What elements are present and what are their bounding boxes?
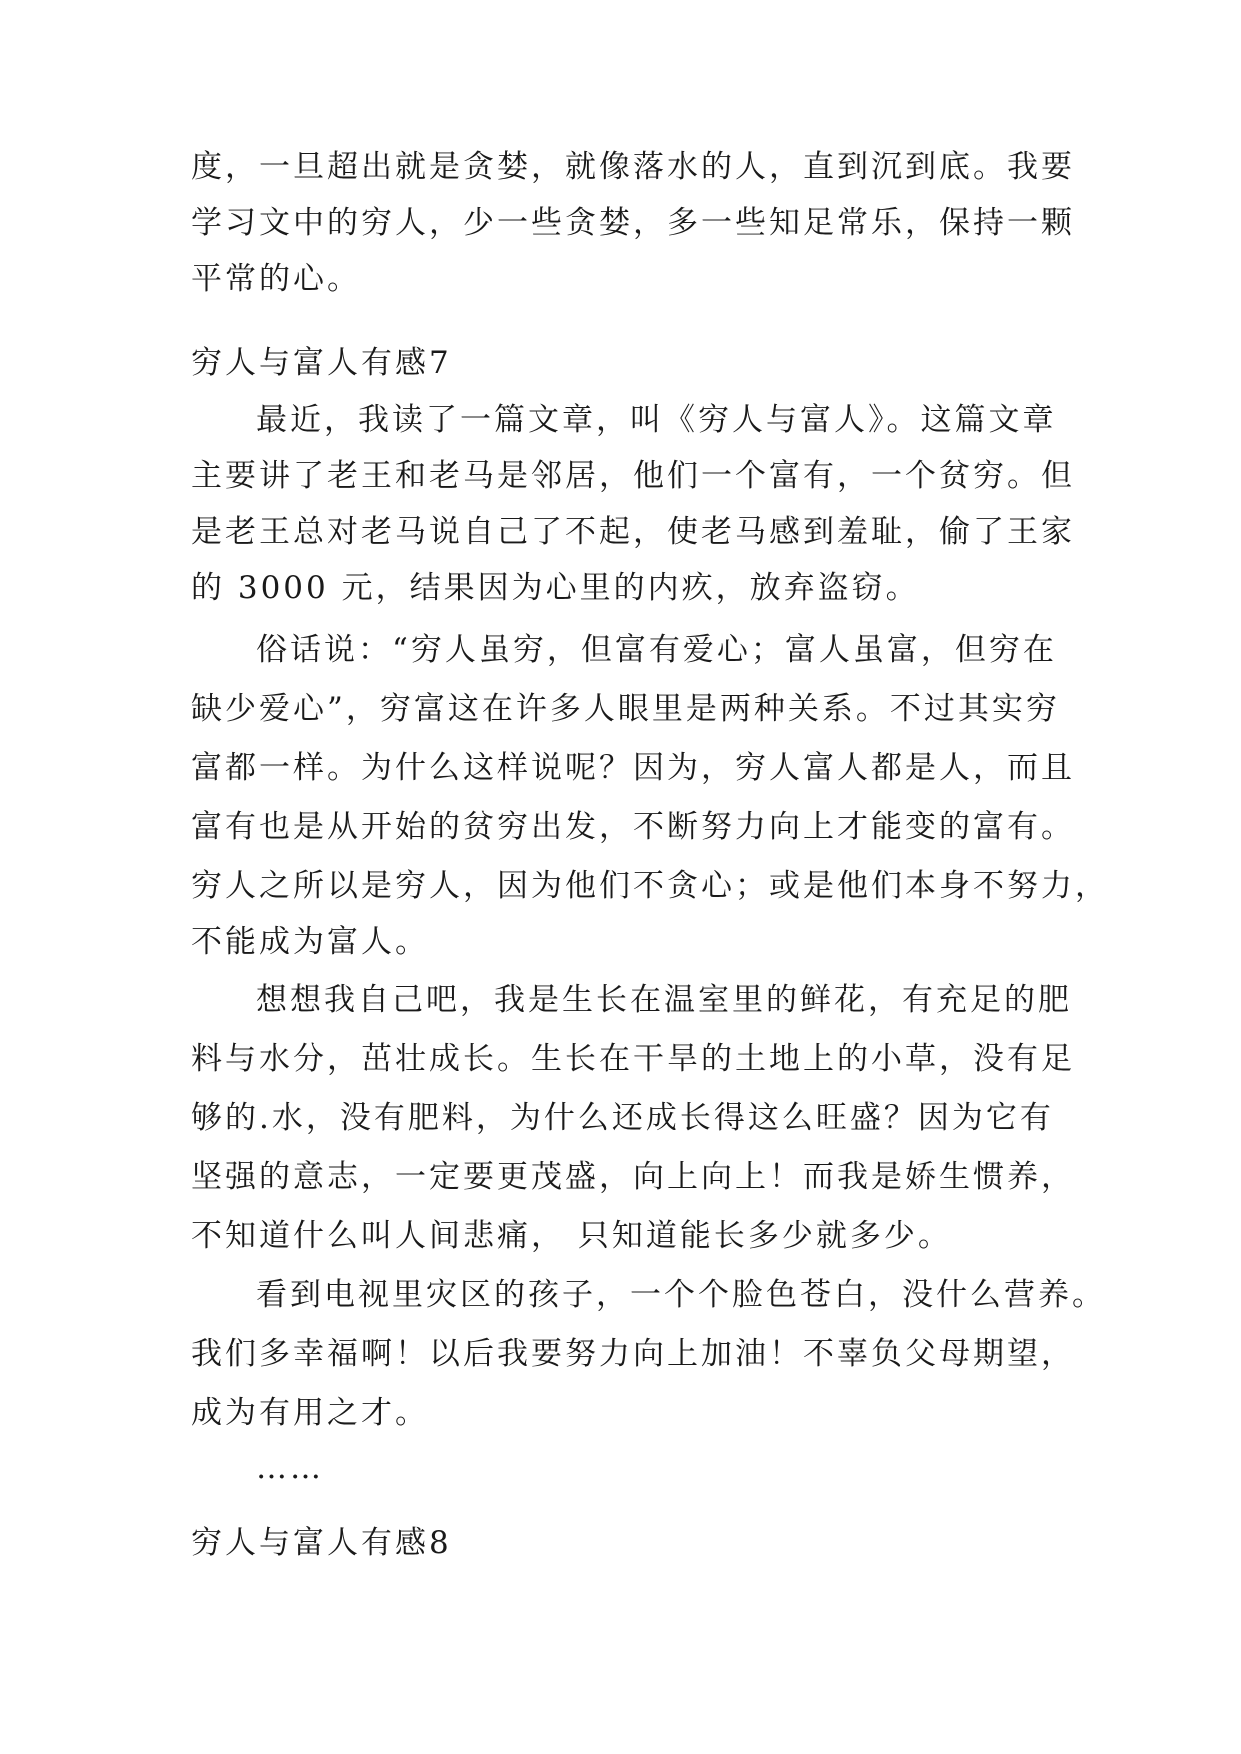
paragraph-line: 不能成为富人。 [191, 924, 429, 960]
paragraph-line: 度，一旦超出就是贪婪，就像落水的人，直到沉到底。我要 [191, 149, 1075, 185]
paragraph-line: 想想我自己吧，我是生长在温室里的鲜花，有充足的肥 [256, 982, 1072, 1018]
paragraph-line: 坚强的意志，一定要更茂盛，向上向上！而我是娇生惯养， [191, 1159, 1075, 1195]
paragraph-line: 平常的心。 [191, 261, 361, 297]
paragraph-line: 看到电视里灾区的孩子，一个个脸色苍白，没什么营养。 [256, 1277, 1106, 1313]
paragraph-line: 我们多幸福啊！以后我要努力向上加油！不辜负父母期望， [191, 1336, 1075, 1372]
paragraph-line: 缺少爱心”，穷富这在许多人眼里是两种关系。不过其实穷 [191, 691, 1060, 727]
paragraph-line: 料与水分，茁壮成长。生长在干旱的土地上的小草，没有足 [191, 1041, 1075, 1077]
paragraph-line: 是老王总对老马说自己了不起，使老马感到羞耻，偷了王家 [191, 514, 1075, 550]
paragraph-line: 主要讲了老王和老马是邻居，他们一个富有，一个贫穷。但 [191, 458, 1075, 494]
paragraph-line: 最近，我读了一篇文章，叫《穷人与富人》。这篇文章 [256, 402, 1057, 438]
paragraph-line: 富都一样。为什么这样说呢？因为，穷人富人都是人，而且 [191, 750, 1075, 786]
paragraph-line: 成为有用之才。 [191, 1395, 429, 1431]
paragraph-line: 不知道什么叫人间悲痛， 只知道能长多少就多少。 [191, 1218, 952, 1254]
section-heading: 穷人与富人有感7 [191, 345, 452, 381]
paragraph-line: 的 3000 元，结果因为心里的内疚，放弃盗窃。 [191, 570, 920, 606]
paragraph-line: 富有也是从开始的贫穷出发，不断努力向上才能变的富有。 [191, 809, 1075, 845]
paragraph-line: 穷人之所以是穷人，因为他们不贪心；或是他们本身不努力， [191, 868, 1109, 904]
ellipsis-line: …… [256, 1450, 324, 1486]
paragraph-line: 学习文中的穷人，少一些贪婪，多一些知足常乐，保持一颗 [191, 205, 1075, 241]
paragraph-line: 俗话说：“穷人虽穷，但富有爱心；富人虽富，但穷在 [256, 632, 1057, 668]
paragraph-line: 够的.水，没有肥料，为什么还成长得这么旺盛？因为它有 [191, 1100, 1054, 1136]
section-heading: 穷人与富人有感8 [191, 1525, 452, 1561]
